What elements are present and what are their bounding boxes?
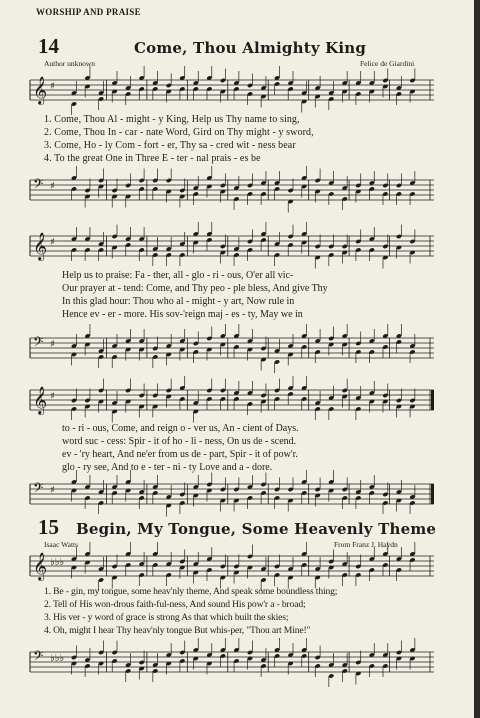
treble-staff: [30, 382, 440, 424]
section-label: WORSHIP AND PRAISE: [36, 7, 141, 17]
lyric-line: Help us to praise: Fa - ther, all - glo - ri - ous, O'er all vic-: [62, 270, 294, 281]
lyric-line: 2. Tell of His won-drous faith-ful-ness, And sound His pow'r a - broad;: [44, 599, 306, 610]
treble-staff: [30, 72, 440, 114]
treble-staff: [30, 548, 440, 590]
final-barline: [431, 484, 434, 504]
treble-clef-icon: 𝄞: [33, 386, 48, 414]
lyric-line: 4. To the great One in Three E - ter - nal prais - es be: [44, 153, 261, 164]
final-barline: [431, 390, 434, 410]
bass-staff: [30, 476, 440, 518]
lyric-line: 1. Come, Thou Al - might - y King, Help us Thy name to sing,: [44, 114, 300, 125]
key-signature-icon: ♯: [50, 339, 55, 350]
treble-clef-icon: 𝄞: [33, 76, 48, 104]
key-signature-icon: ♯: [50, 181, 55, 192]
key-signature-icon: ♯: [50, 81, 55, 92]
lyric-line: 2. Come, Thou In - car - nate Word, Gird on Thy might - y sword,: [44, 127, 314, 138]
lyric-line: 3. Come, Ho - ly Com - fort - er, Thy sa - cred wit - ness bear: [44, 140, 296, 151]
hymn-number: 15: [38, 515, 59, 539]
bass-staff: [30, 172, 440, 214]
page-edge: [474, 0, 480, 718]
lyric-line: Hence ev - er - more. His sov-'reign maj - es - ty, May we in: [62, 309, 303, 320]
bass-clef-icon: 𝄢: [33, 648, 44, 667]
author-credit: Isaac Watts: [44, 540, 79, 549]
hymn-title: Begin, My Tongue, Some Heavenly Theme: [76, 520, 437, 538]
treble-clef-icon: 𝄞: [33, 232, 48, 260]
bass-staff: [30, 644, 440, 686]
lyric-line: glo - ry see, And to e - ter - ni - ty Love and a - dore.: [62, 462, 273, 473]
bass-staff: [30, 330, 440, 372]
lyric-line: to - ri - ous, Come, and reign o - ver us, An - cient of Days.: [62, 423, 299, 434]
key-signature-icon: ♭♭♭: [50, 557, 65, 568]
lyric-line: ev - 'ry heart, And ne'er from us de - part, Spir - it of pow'r.: [62, 449, 298, 460]
treble-staff: [30, 228, 440, 270]
bass-clef-icon: 𝄢: [33, 480, 44, 499]
lyric-line: 4. Oh, might I hear Thy heav'nly tongue But whis-per, "Thou art Mine!": [44, 625, 311, 636]
lyric-line: word suc - cess: Spir - it of ho - li - ness, On us de - scend.: [62, 436, 297, 447]
bass-clef-icon: 𝄢: [33, 176, 44, 195]
key-signature-icon: ♯: [50, 237, 55, 248]
key-signature-icon: ♯: [50, 391, 55, 402]
key-signature-icon: ♯: [50, 485, 55, 496]
author-credit: Author unknown: [44, 59, 96, 68]
lyric-line: Our prayer at - tend: Come, and Thy peo - ple bless, And give Thy: [62, 283, 328, 294]
hymn-title: Come, Thou Almighty King: [134, 39, 367, 57]
bass-clef-icon: 𝄢: [33, 334, 44, 353]
key-signature-icon: ♭♭♭: [50, 653, 65, 664]
hymn-number: 14: [38, 34, 59, 58]
lyric-line: In this glad hour: Thou who al - might - y art, Now rule in: [62, 296, 295, 307]
treble-clef-icon: 𝄞: [33, 552, 48, 580]
lyric-line: 3. His ver - y word of grace is strong As that which built the skies;: [44, 612, 289, 623]
composer-credit: From Franz J. Haydn: [334, 540, 398, 549]
lyric-line: 1. Be - gin, my tongue, some heav'nly theme, And speak some boundless thing;: [44, 586, 338, 597]
composer-credit: Felice de Giardini: [360, 59, 415, 68]
